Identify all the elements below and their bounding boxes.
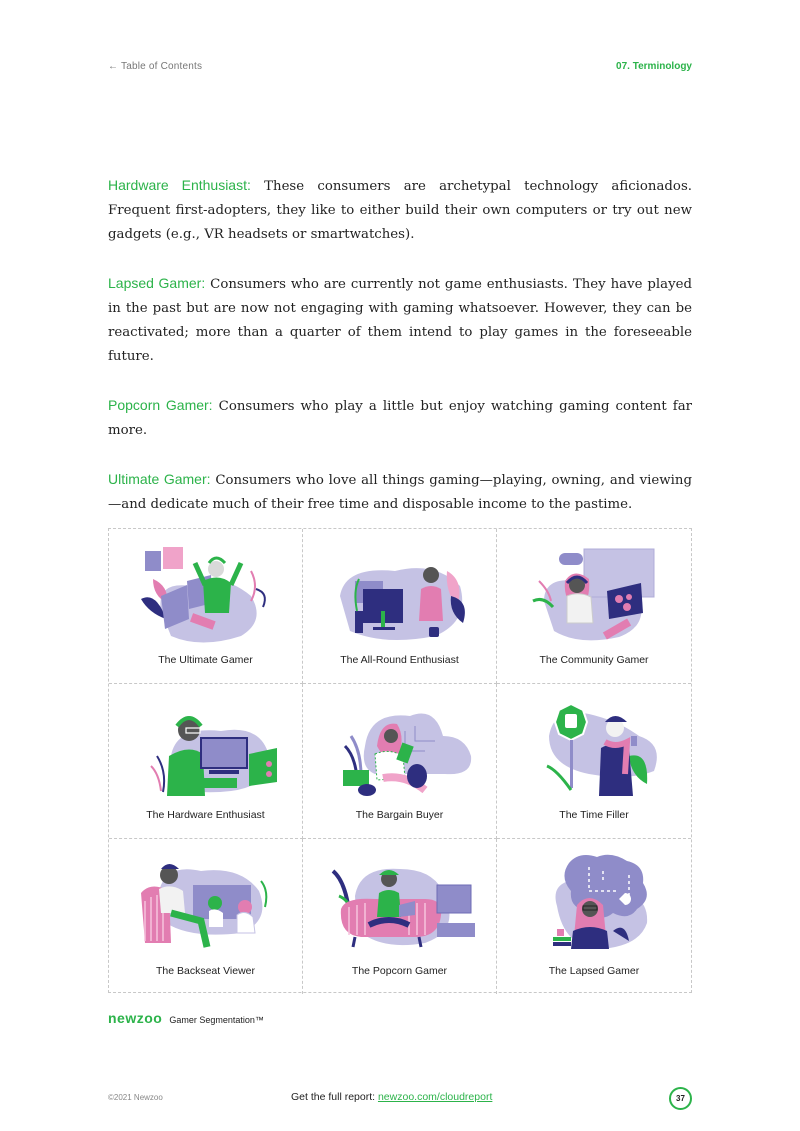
time-filler-illustration-icon [519, 696, 669, 801]
definition-text: Consumers who are currently not game enthusiasts. They have played in the past but are now not engaging with gaming whatsoever. However, they can be reactivated; more than a quarter of them intend to play games in the foreseeable future. [108, 277, 692, 364]
page-number: 37 [669, 1087, 692, 1110]
term: Popcorn Gamer: [108, 397, 213, 413]
definitions-list [108, 173, 692, 541]
definition-text: Consumers who play a little but enjoy watching gaming content far more. [108, 399, 692, 438]
segment-label: The Lapsed Gamer [548, 965, 640, 977]
definition-lapsed-gamer [108, 271, 692, 369]
top-nav [108, 59, 692, 73]
segment-card [109, 839, 303, 994]
term: Ultimate Gamer: [108, 471, 211, 487]
segment-card [497, 839, 691, 994]
definition-ultimate-gamer [108, 467, 692, 517]
lapsed-gamer-illustration-icon [519, 851, 669, 956]
page-footer [108, 1088, 692, 1110]
segment-card [497, 529, 691, 684]
segment-card [303, 839, 497, 994]
report-cta [291, 1091, 492, 1103]
definition-text: These consumers are archetypal technology aficionados. Frequent first-adopters, they like to either build their own computers or try out new gadgets (e.g., VR headsets or smartwatches). [108, 179, 692, 242]
copyright: ©2021 Newzoo [108, 1093, 163, 1102]
table-of-contents-link[interactable]: ← Table of Contents [108, 60, 203, 72]
segment-label: The Community Gamer [539, 654, 649, 666]
report-link[interactable]: newzoo.com/cloudreport [377, 1091, 493, 1103]
brand-subtitle: Gamer Segmentation™ [169, 1015, 264, 1025]
ultimate-gamer-illustration-icon [131, 541, 281, 646]
cta-prefix: Get the full report: [291, 1091, 378, 1103]
definition-text: Consumers who love all things gaming—playing, owning, and viewing—and dedicate much of their free time and disposable income to the pastime. [108, 473, 692, 512]
segment-card [303, 529, 497, 684]
bargain-buyer-illustration-icon [325, 696, 475, 801]
definition-hardware-enthusiast [108, 173, 692, 247]
segment-label: The Hardware Enthusiast [146, 809, 265, 821]
segment-label: The Bargain Buyer [355, 809, 444, 821]
segment-grid [108, 528, 692, 993]
segment-card [303, 684, 497, 839]
term: Hardware Enthusiast: [108, 177, 251, 193]
segment-card [109, 684, 303, 839]
segment-label: The Ultimate Gamer [158, 654, 253, 666]
segment-label: The Time Filler [559, 809, 629, 821]
definition-popcorn-gamer [108, 393, 692, 443]
segment-card [497, 684, 691, 839]
all-round-enthusiast-illustration-icon [325, 541, 475, 646]
segment-label: The All-Round Enthusiast [340, 654, 459, 666]
section-label: 07. Terminology [616, 60, 692, 72]
popcorn-gamer-illustration-icon [325, 851, 475, 956]
segment-card [109, 529, 303, 684]
hardware-enthusiast-illustration-icon [131, 696, 281, 801]
backseat-viewer-illustration-icon [131, 851, 281, 956]
brand-mark [108, 1010, 264, 1026]
community-gamer-illustration-icon [519, 541, 669, 646]
segment-label: The Popcorn Gamer [351, 965, 448, 977]
segment-label: The Backseat Viewer [155, 965, 256, 977]
term: Lapsed Gamer: [108, 275, 206, 291]
newzoo-logo: newzoo [108, 1010, 163, 1026]
